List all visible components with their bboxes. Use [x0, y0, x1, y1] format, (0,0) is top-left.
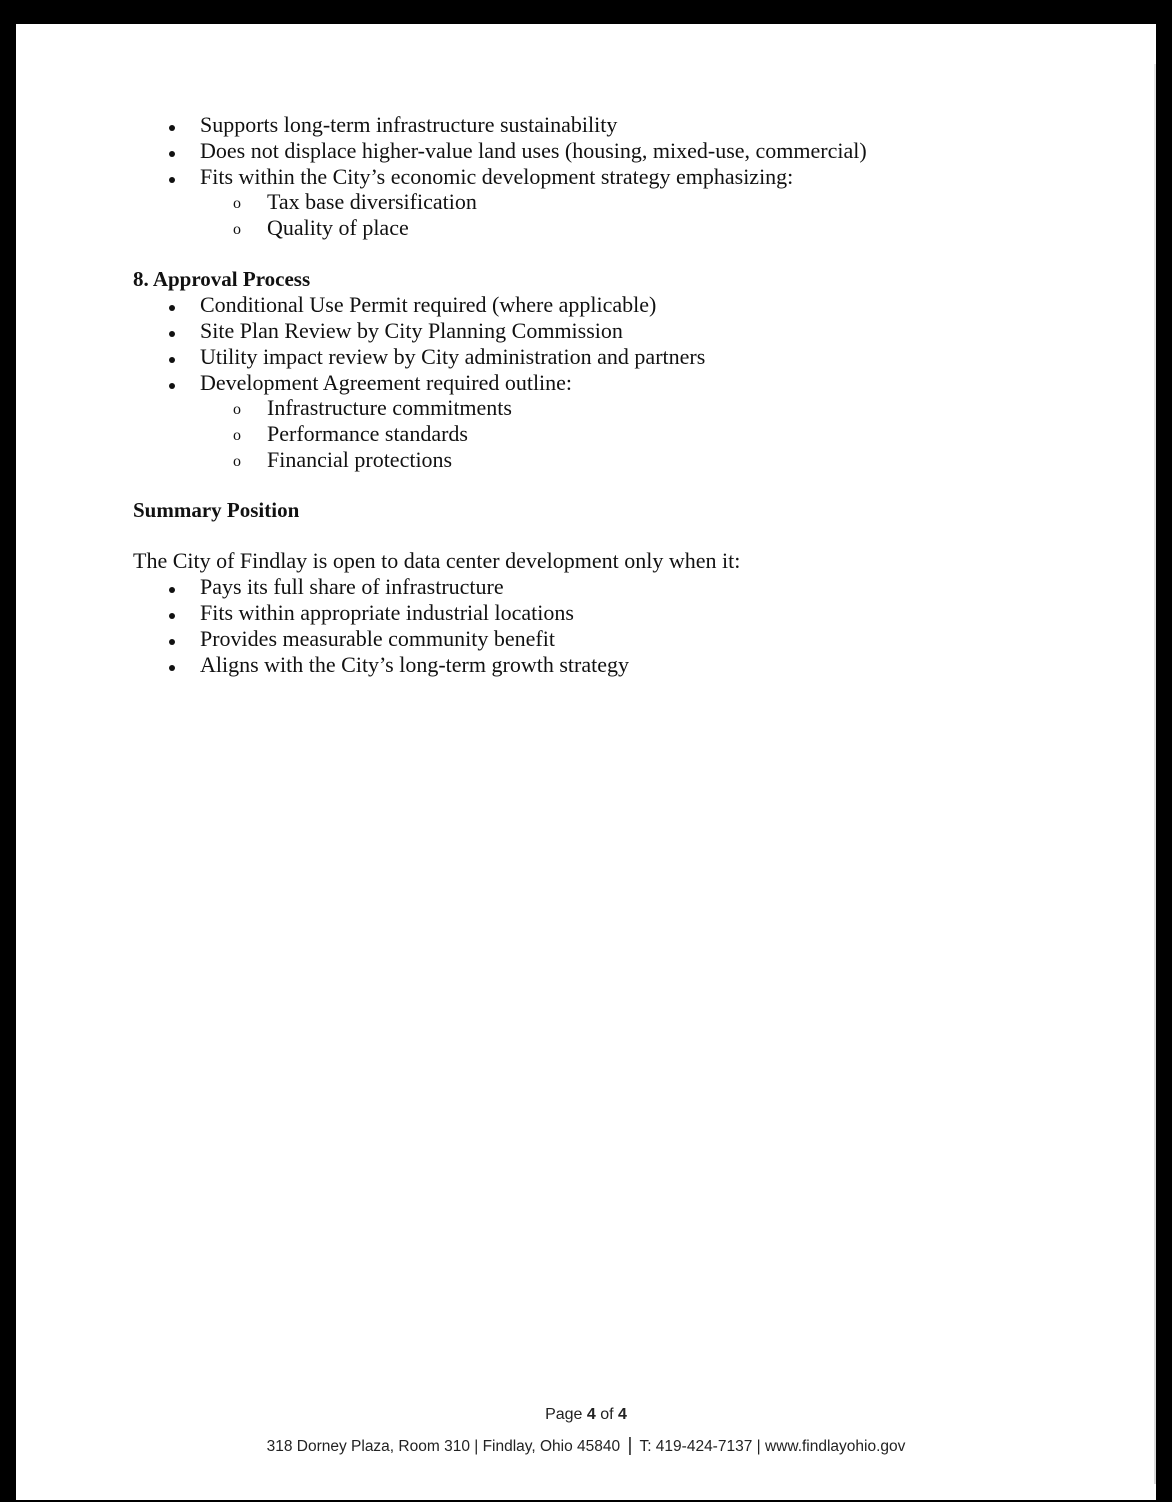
bullet-dot	[169, 305, 175, 311]
summary-intro: The City of Findlay is open to data center development only when it:	[133, 548, 741, 573]
footer-address-line	[16, 1435, 1156, 1457]
list-item: Aligns with the City’s long-term growth strategy	[200, 652, 629, 677]
sub-list-item: Performance standards	[267, 421, 468, 446]
bullet-dot	[169, 383, 175, 389]
bullet-dot	[169, 587, 175, 593]
bullet-dot	[169, 665, 175, 671]
page-number	[16, 1406, 1156, 1424]
list-item: Does not displace higher-value land uses (housing, mixed-use, commercial)	[200, 138, 867, 163]
page-total: 4	[618, 1406, 627, 1423]
sub-list-item: Financial protections	[267, 447, 453, 472]
sub-bullet-marker: o	[233, 401, 241, 418]
page-prefix: Page	[545, 1406, 587, 1423]
page-current: 4	[586, 1406, 596, 1423]
list-item: Fits within appropriate industrial locations	[200, 600, 574, 625]
sub-list-item: Quality of place	[267, 215, 409, 240]
list-item: Development Agreement required outline:	[200, 370, 573, 395]
sub-bullet-marker: o	[233, 221, 241, 238]
list-item: Conditional Use Permit required (where applicable)	[200, 292, 657, 317]
sub-list-item: Tax base diversification	[267, 189, 477, 214]
bullet-dot	[169, 613, 175, 619]
footer-contact: T: 419-424-7137 | www.findlayohio.gov	[639, 1438, 906, 1455]
section-heading: 8. Approval Process	[133, 267, 311, 291]
list-item: Provides measurable community benefit	[200, 626, 555, 651]
sub-bullet-marker: o	[233, 427, 241, 444]
section-heading: Summary Position	[133, 498, 300, 522]
list-item: Utility impact review by City administration and partners	[200, 344, 706, 369]
footer-separator: |	[627, 1435, 633, 1456]
bullet-dot	[169, 331, 175, 337]
list-item: Fits within the City’s economic development strategy emphasizing:	[200, 164, 794, 189]
bullet-dot	[169, 357, 175, 363]
bullet-dot	[169, 125, 175, 131]
bullet-dot	[169, 639, 175, 645]
list-item: Pays its full share of infrastructure	[200, 574, 504, 599]
page-of: of	[595, 1406, 619, 1423]
footer-address: 318 Dorney Plaza, Room 310 | Findlay, Ohio 45840	[266, 1438, 621, 1455]
sub-list-item: Infrastructure commitments	[267, 395, 512, 420]
list-item: Site Plan Review by City Planning Commission	[200, 318, 623, 343]
sub-bullet-marker: o	[233, 453, 241, 470]
page-content	[16, 24, 1156, 1500]
document-page	[16, 24, 1156, 1500]
list-item: Supports long-term infrastructure sustainability	[200, 112, 618, 137]
sub-bullet-marker: o	[233, 195, 241, 212]
bullet-dot	[169, 151, 175, 157]
bullet-dot	[169, 177, 175, 183]
